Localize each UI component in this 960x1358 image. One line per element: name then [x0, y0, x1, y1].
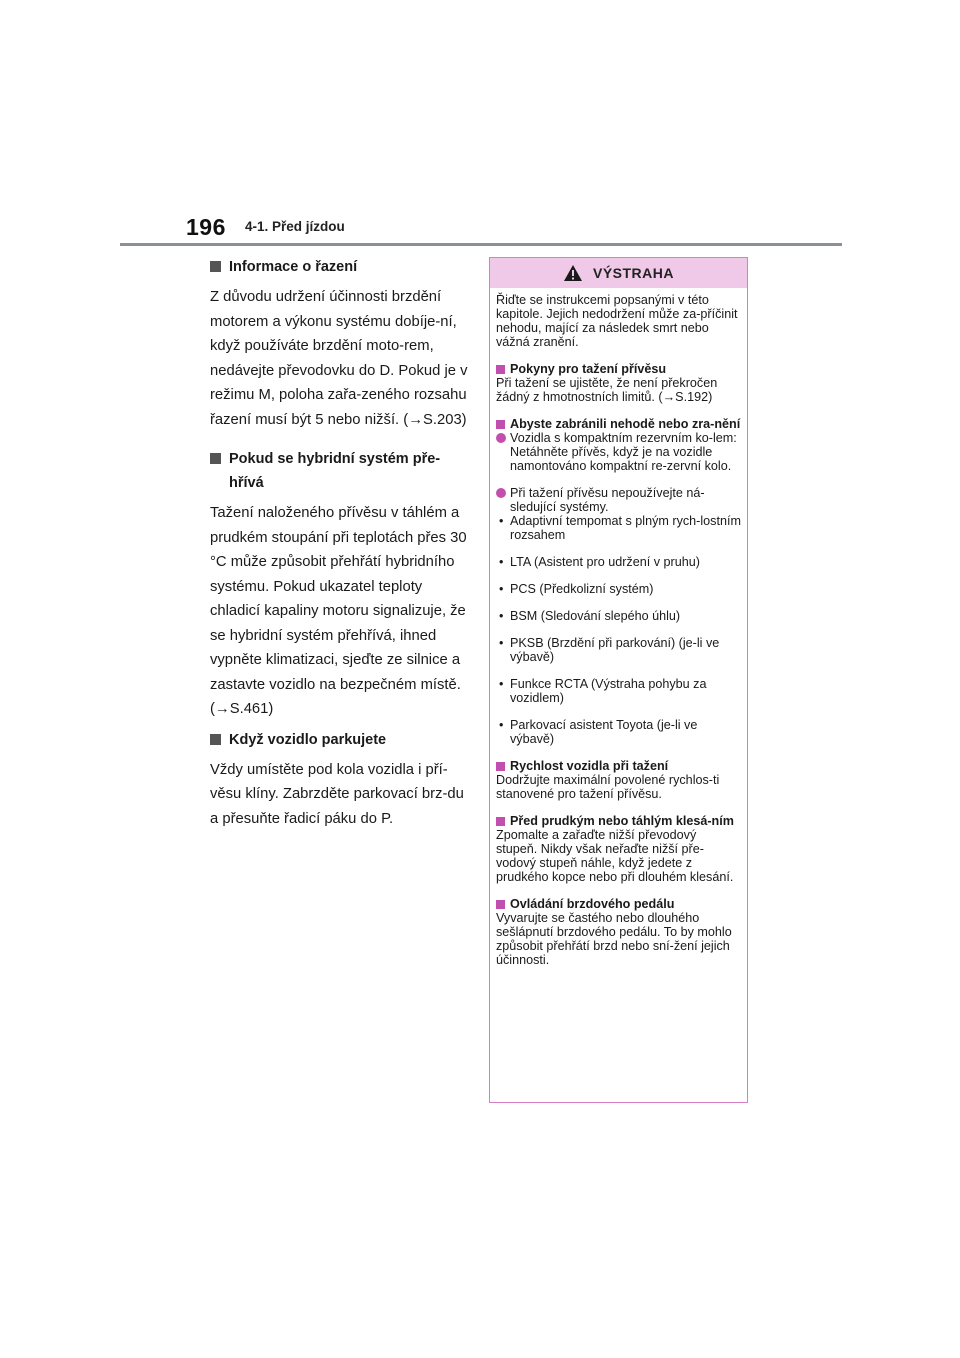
warning-dot-item: Při tažení přívěsu nepoužívejte ná-sledující systémy.: [496, 486, 741, 514]
header-rule: [120, 243, 842, 246]
warning-title: VÝSTRAHA: [592, 265, 674, 281]
square-bullet-icon: [496, 817, 505, 826]
warning-heading: Rychlost vozidla při tažení: [496, 759, 741, 773]
square-bullet-icon: [496, 762, 505, 771]
warning-heading: Abyste zabránili nehodě nebo zra-nění: [496, 417, 741, 431]
circle-bullet-icon: [496, 433, 506, 443]
list-item: • BSM (Sledování slepého úhlu): [499, 609, 681, 623]
circle-bullet-icon: [496, 488, 506, 498]
warning-header: [490, 258, 747, 288]
list-item: • Adaptivní tempomat s plným rych-lostním rozsahem: [499, 514, 741, 542]
list-item: • PCS (Předkolizní systém): [499, 582, 654, 596]
warning-text: Dodržujte maximální povolené rychlos-ti stanovené pro tažení přívěsu.: [496, 773, 720, 801]
warning-heading: Ovládání brzdového pedálu: [496, 897, 741, 911]
section-heading-overheat: Pokud se hybridní systém pře-hřívá: [210, 447, 468, 495]
main-column: [210, 255, 468, 831]
square-bullet-icon: [210, 734, 221, 745]
square-bullet-icon: [210, 453, 221, 464]
square-bullet-icon: [496, 420, 505, 429]
square-bullet-icon: [496, 365, 505, 374]
list-item: • PKSB (Brzdění při parkování) (je-li ve výbavě): [499, 636, 720, 664]
warning-text: Vyvarujte se častého nebo dlouhého sešlápnutí brzdového pedálu. To by mohlo způsobit přehřátí brzd nebo sní-žení jejich účinnosti.: [496, 911, 732, 967]
square-bullet-icon: [210, 261, 221, 272]
warning-triangle-icon: [563, 264, 583, 282]
section-heading-parking: Když vozidlo parkujete: [210, 728, 468, 752]
warning-body: [490, 288, 747, 967]
list-item: • Parkovací asistent Toyota (je-li ve výbavě): [499, 718, 698, 746]
warning-heading: Pokyny pro tažení přívěsu: [496, 362, 741, 376]
list-item: • Funkce RCTA (Výstraha pohybu za vozidlem): [499, 677, 707, 705]
paragraph-parking: Vždy umístěte pod kola vozidla i pří-věsu klíny. Zabrzděte parkovací brz-du a přesuňte řadicí páku do P.: [210, 761, 464, 827]
section-title: 4-1. Před jízdou: [245, 219, 345, 234]
warning-dot-item: Vozidla s kompaktním rezervním ko-lem: Netáhněte přívěs, když je na vozidle namontováno kompaktní re-zervní kolo.: [496, 431, 741, 473]
page-number: 196: [186, 214, 226, 240]
warning-text: Zpomalte a zařaďte nižší převodový stupeň. Nikdy však neřaďte nižší pře-vodový stupeň náhle, když jedete z prudkého kopce nebo při dlouhém klesání.: [496, 828, 734, 884]
warning-intro: Řiďte se instrukcemi popsanými v této kapitole. Jejich nedodržení může za-příčinit nehodu, mající za následek smrt nebo vážná zranění.: [496, 293, 738, 349]
warning-box: [489, 257, 748, 1103]
square-bullet-icon: [496, 900, 505, 909]
section-heading-shifting: Informace o řazení: [210, 255, 468, 279]
warning-heading: Před prudkým nebo táhlým klesá-ním: [496, 814, 741, 828]
list-item: • LTA (Asistent pro udržení v pruhu): [499, 555, 700, 569]
warning-text: Při tažení se ujistěte, že není překročen žádný z hmotnostních limitů. (→S.192): [496, 376, 718, 404]
paragraph-shifting: Z důvodu udržení účinnosti brzdění motorem a výkonu systému dobíje-ní, když používáte brzdění moto-rem, nedávejte převodovku do D. Pokud je v režimu M, poloha zařa-zeného rozsahu řazení musí být 5 nebo nižší. (→S.203): [210, 289, 468, 428]
paragraph-overheat: Tažení naloženého přívěsu v táhlém a prudkém stoupání při teplotách přes 30 °C může způsobit přehřátí hybridního systému. Pokud ukazatel teploty chladicí kapaliny motoru signalizuje, že se hybridní systém přehřívá, ihned vypněte klimatizaci, sjeďte ze silnice a zastavte vozidlo na bezpečném místě. (→S.461): [210, 505, 467, 717]
